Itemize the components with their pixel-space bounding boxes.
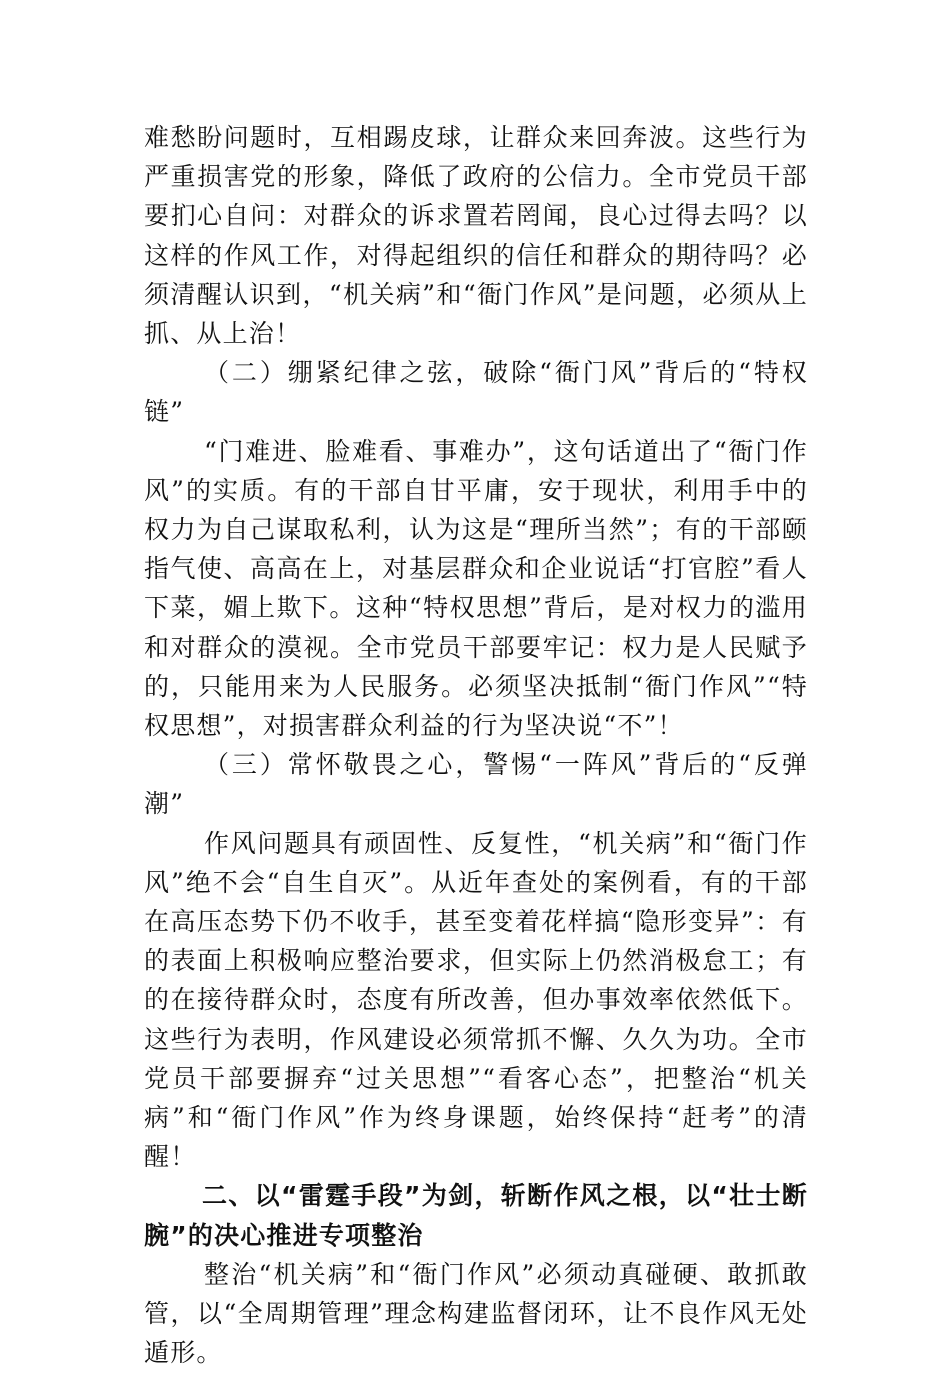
section-heading-two: 二、以“雷霆手段”为剑，斩断作风之根，以“壮士断腕”的决心推进专项整治 (144, 1181, 808, 1250)
paragraph-persistence: 作风问题具有顽固性、反复性，“机关病”和“衙门作风”绝不会“自生自灭”。从近年查处的案例看，有的干部在高压态势下仍不收手，甚至变着花样搞“隐形变异”：有的表面上积极响应整治要求，但实际上仍然消极怠工；有的在接待群众时，态度有所改善，但办事效率依然低下。这些行为表明，作风建设必须常抓不懈、久久为功。全市党员干部要摒弃“过关思想”“看客心态”，把整治“机关病”和“衙门作风”作为终身课题，始终保持“赶考”的清醒！ (144, 828, 808, 1172)
paragraph-continuation: 难愁盼问题时，互相踢皮球，让群众来回奔波。这些行为严重损害党的形象，降低了政府的公信力。全市党员干部要扪心自问：对群众的诉求置若罔闻，良心过得去吗？以这样的作风工作，对得起组织的信任和群众的期待吗？必须清醒认识到，“机关病”和“衙门作风”是问题，必须从上抓、从上治！ (144, 123, 808, 349)
paragraph-privilege: “门难进、脸难看、事难办”，这句话道出了“衙门作风”的实质。有的干部自甘平庸，安于现状，利用手中的权力为自己谋取私利，认为这是“理所当然”；有的干部颐指气使、高高在上，对基层群众和企业说话“打官腔”看人下菜，媚上欺下。这种“特权思想”背后，是对权力的滥用和对群众的漠视。全市党员干部要牢记：权力是人民赋予的，只能用来为人民服务。必须坚决抵制“衙门作风”“特权思想”，对损害群众利益的行为坚决说“不”！ (144, 436, 808, 741)
subheading-awe: （三）常怀敬畏之心，警惕“一阵风”背后的“反弹潮” (144, 750, 808, 819)
subheading-discipline: （二）绷紧纪律之弦，破除“衙门风”背后的“特权链” (144, 358, 808, 427)
document-body (144, 118, 808, 1373)
paragraph-rectification: 整治“机关病”和“衙门作风”必须动真碰硬、敢抓敢管，以“全周期管理”理念构建监督闭环，让不良作风无处遁形。 (144, 1259, 808, 1368)
